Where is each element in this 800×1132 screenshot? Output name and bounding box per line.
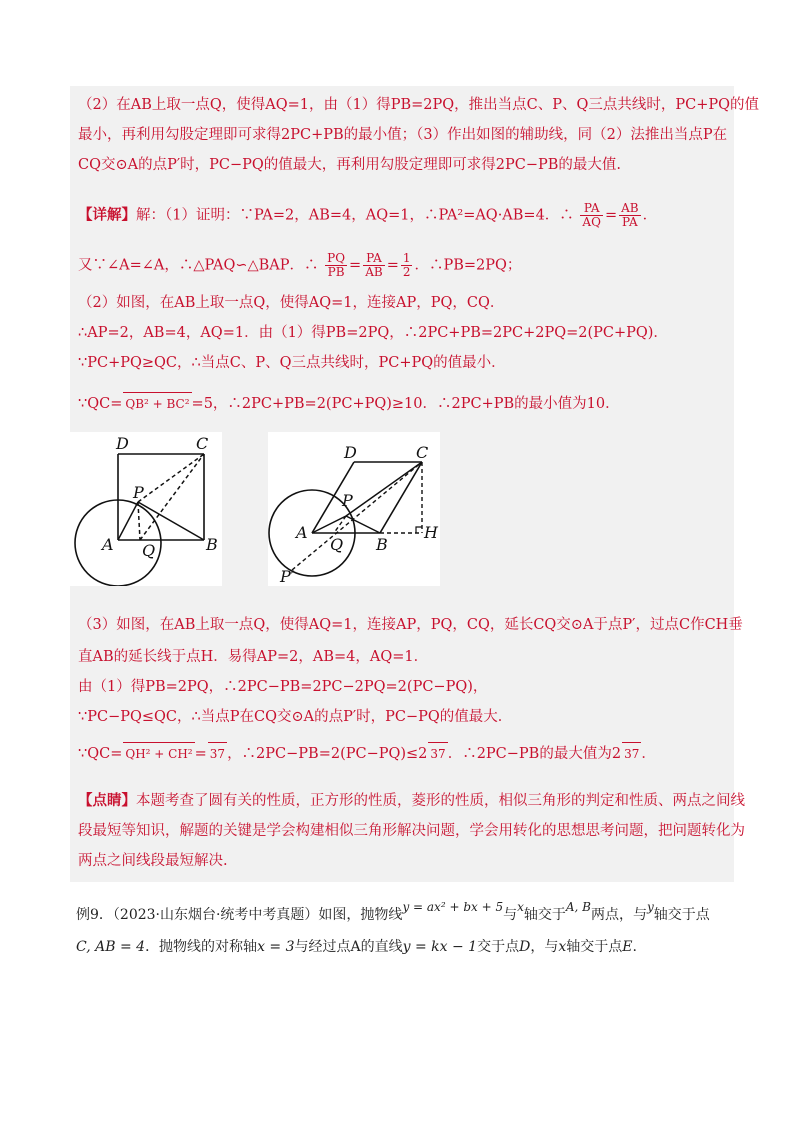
label-B: B bbox=[376, 535, 388, 554]
comment-line-1: 【点睛】本题考查了圆有关的性质，正方形的性质，菱形的性质，相似三角形的判定和性质、两点之间线 bbox=[78, 792, 745, 809]
fraction: $\frac{AB}{PA}$ bbox=[621, 201, 639, 229]
solution-line-4: ∴AP=2，AB=4，AQ=1．由（1）得PB=2PQ，∴2PC+PB=2PC+2PQ=2(PC+PQ)． bbox=[78, 325, 668, 341]
solution-line-6: ∵QC= QB² + BC² =5，∴2PC+PB=2(PC+PQ)≥10．∴2PC+PB的最小值为10． bbox=[78, 392, 620, 415]
label-Q: Q bbox=[330, 535, 344, 554]
label-H: H bbox=[424, 523, 438, 542]
part3-line-4: ∵PC−PQ≤QC，∴当点P在CQ交⊙A的点P′时，PC−PQ的值最大． bbox=[78, 709, 513, 725]
example9-line-1: 例9．（2023·山东烟台·统考中考真题）如图，抛物线y = ax² + bx + 5与x轴交于A, B两点，与y轴交于点 bbox=[76, 900, 710, 923]
comment-line-2: 段最短等知识，解题的关键是学会构建相似三角形解决问题，学会用转化的思想思考问题，把问题转化为 bbox=[78, 823, 745, 839]
example9-line-2: C, AB = 4．抛物线的对称轴x = 3与经过点A的直线y = kx − 1交于点D，与x轴交于点E. bbox=[76, 939, 637, 955]
fraction: $\frac{1}{2}$ bbox=[402, 251, 411, 279]
label-P-prime: P′ bbox=[280, 567, 295, 586]
label-C: C bbox=[196, 434, 209, 453]
figure-square bbox=[70, 432, 222, 586]
analysis-line-3: CQ交⊙A的点P′时，PC−PQ的值最大，再利用勾股定理即可求得2PC−PB的最大值. bbox=[78, 157, 622, 173]
solution-line-3: （2）如图，在AB上取一点Q，使得AQ=1，连接AP，PQ，CQ． bbox=[78, 295, 505, 311]
label-D: D bbox=[344, 443, 357, 462]
detail-tag: 【详解】 bbox=[78, 206, 136, 224]
sqrt-expression: QB² + BC² bbox=[123, 392, 191, 415]
label-A: A bbox=[296, 523, 308, 542]
sqrt-expression: 37 bbox=[208, 742, 227, 765]
label-A: A bbox=[102, 535, 114, 554]
analysis-line-2: 最小，再利用勾股定理即可求得2PC+PB的最小值；（3）作出如图的辅助线，同（2）法推出当点P在 bbox=[78, 127, 728, 143]
figure-rhombus bbox=[268, 432, 440, 586]
fraction: $\frac{PA}{AQ}$ bbox=[582, 201, 601, 229]
label-P: P bbox=[342, 491, 353, 510]
analysis-line-1: （2）在AB上取一点Q，使得AQ=1，由（1）得PB=2PQ，推出当点C、P、Q三点共线时，PC+PQ的值 bbox=[78, 97, 760, 113]
fraction: $\frac{PQ}{PB}$ bbox=[327, 251, 346, 279]
comment-tag: 【点睛】 bbox=[78, 792, 136, 809]
solution-line-2: 又∵∠A=∠A，∴△PAQ∽△BAP．∴ $\frac{PQ}{PB}$ = $\frac{PA}{AB}$ = $\frac{1}{2}$ ．∴PB=2PQ； bbox=[78, 251, 522, 279]
sqrt-expression: 37 bbox=[622, 742, 641, 765]
part3-line-5: ∵QC= QH² + CH² = 37 ，∴2PC−PB=2(PC−PQ)≤2 37 ．∴2PC−PB的最大值为2 37 ． bbox=[78, 742, 656, 765]
fraction: $\frac{PA}{AB}$ bbox=[365, 251, 383, 279]
sqrt-expression: 37 bbox=[428, 742, 447, 765]
solution-line-1: 【详解】解：（1）证明：∵PA=2，AB=4，AQ=1，∴PA²=AQ·AB=4．∴ $\frac{PA}{AQ}$ = $\frac{AB}{PA}$ ． bbox=[78, 201, 658, 229]
part3-line-2: 直AB的延长线于点H．易得AP=2，AB=4，AQ=1． bbox=[78, 649, 429, 665]
label-Q: Q bbox=[142, 541, 156, 560]
solution-line-5: ∵PC+PQ≥QC，∴当点C、P、Q三点共线时，PC+PQ的值最小． bbox=[78, 355, 506, 371]
label-B: B bbox=[206, 535, 218, 554]
part3-line-1: （3）如图，在AB上取一点Q，使得AQ=1，连接AP，PQ，CQ，延长CQ交⊙A于点P′，过点C作CH垂 bbox=[78, 617, 743, 633]
label-P: P bbox=[133, 483, 144, 502]
sqrt-expression: QH² + CH² bbox=[123, 742, 194, 765]
comment-line-3: 两点之间线段最短解决. bbox=[78, 853, 228, 869]
label-D: D bbox=[116, 434, 129, 453]
label-C: C bbox=[416, 443, 429, 462]
part3-line-3: 由（1）得PB=2PQ，∴2PC−PB=2PC−2PQ=2(PC−PQ)， bbox=[78, 679, 488, 695]
